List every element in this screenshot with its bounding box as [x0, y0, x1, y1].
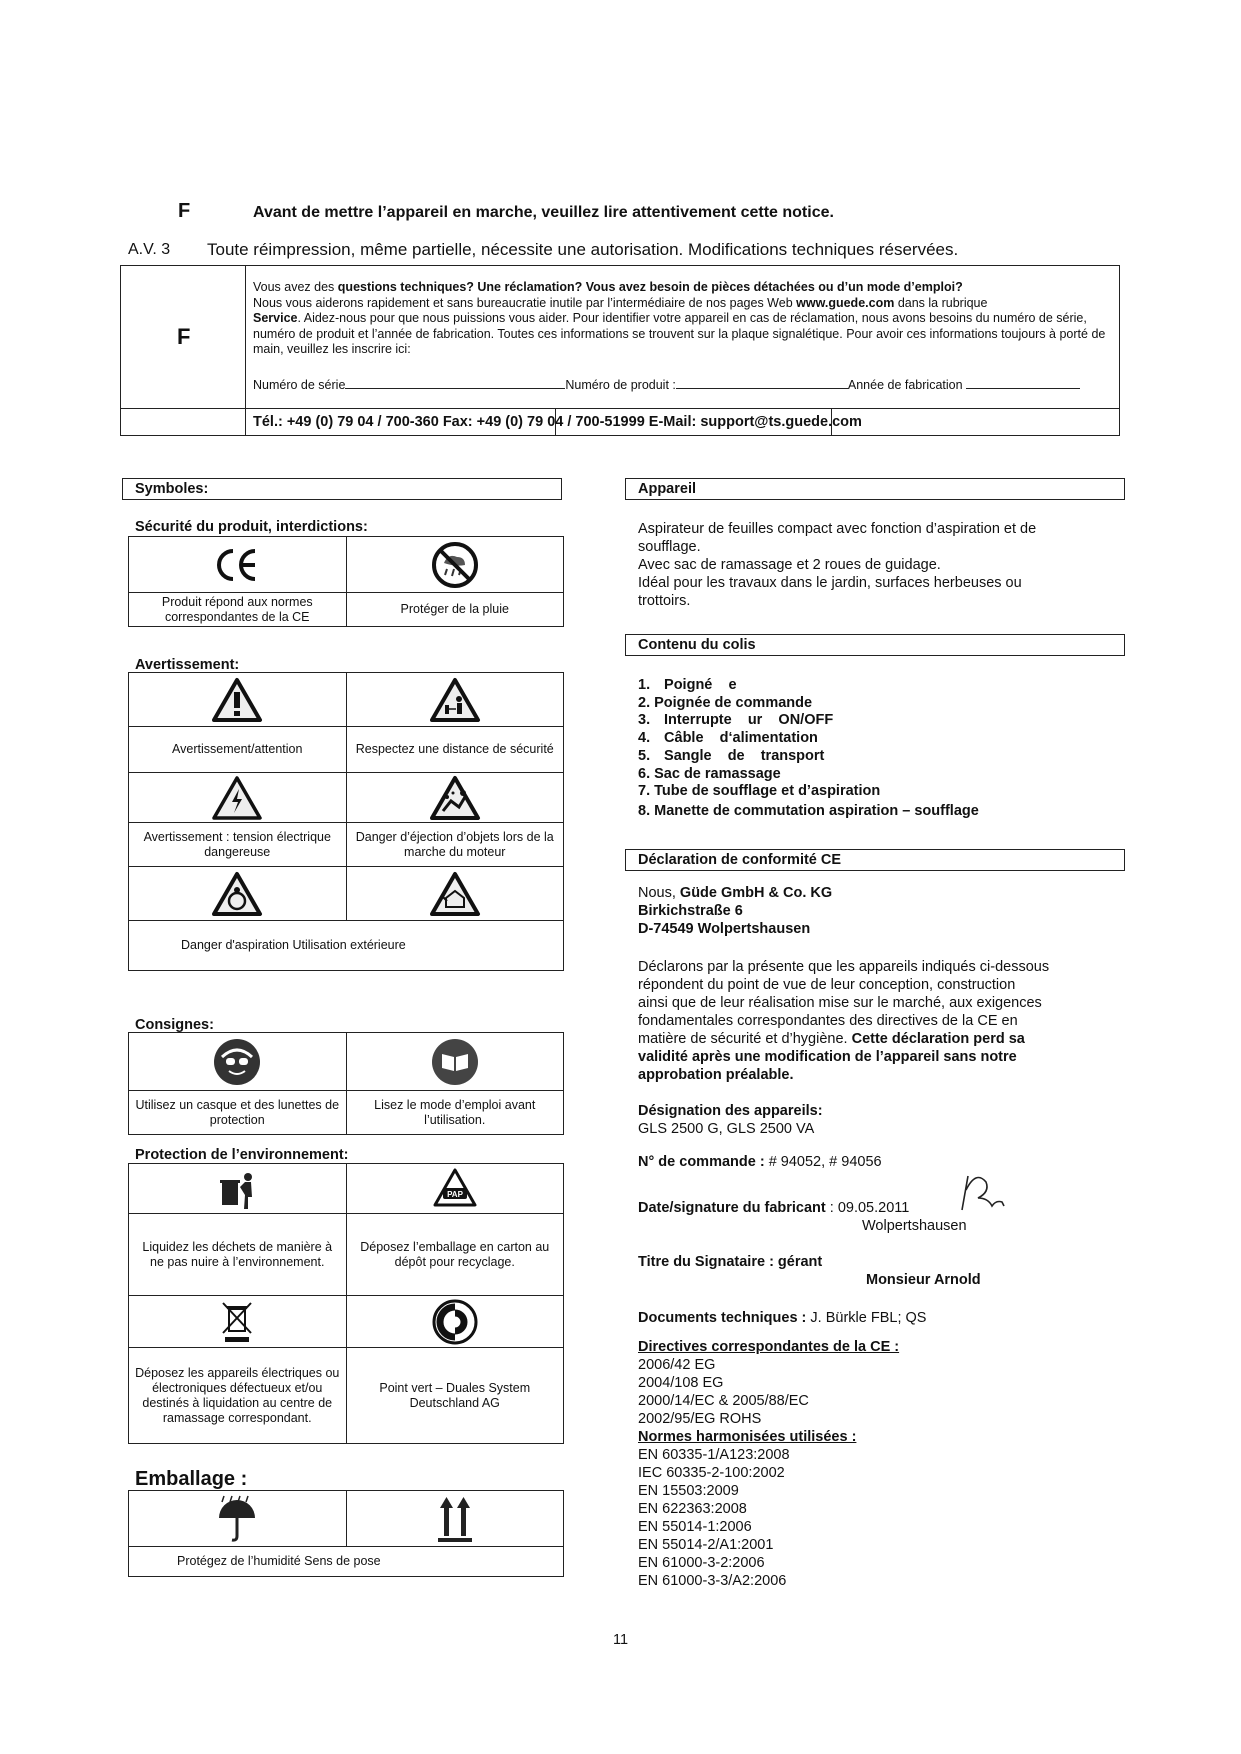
- cardboard-caption: Déposez l’emballage en carton au dépôt pour recyclage.: [346, 1214, 564, 1296]
- suction-outdoor-caption: Danger d'aspiration Utilisation extérieure: [129, 921, 564, 971]
- list-item: 6. Sac de ramassage: [638, 765, 781, 782]
- list-item: 2. Poignée de commande: [638, 694, 813, 711]
- list-item: 1. Poigné e: [638, 677, 737, 693]
- device-title: Appareil: [625, 478, 1125, 500]
- reprint-notice: Toute réimpression, même partielle, nécessite une autorisation. Modifications techniques réservées.: [207, 240, 959, 259]
- safety-distance-icon: [353, 677, 558, 723]
- trash-disposal-icon: [135, 1167, 340, 1211]
- list-item: 5. Sangle de transport: [638, 747, 825, 764]
- suction-hazard-icon: [135, 871, 340, 917]
- list-item: 4. Câble d‘alimentation: [638, 730, 818, 747]
- ce-caption: Produit répond aux normes correspondantes de la CE: [129, 593, 347, 627]
- list-item: 3. Interrupte ur ON/OFF: [638, 712, 834, 729]
- svg-text:PAP: PAP: [446, 1189, 463, 1199]
- packaging-table: [128, 1490, 564, 1577]
- safety-section-title: Sécurité du produit, interdictions:: [135, 519, 368, 535]
- electric-shock-icon: [135, 775, 340, 821]
- waste-caption: Liquidez les déchets de manière à ne pas nuire à l’environnement.: [129, 1214, 347, 1296]
- designation-block: Désignation des appareils: GLS 2500 G, GLS 2500 VA: [638, 1103, 823, 1137]
- distance-caption: Respectez une distance de sécurité: [346, 727, 564, 773]
- instructions-section-title: Consignes:: [135, 1017, 214, 1033]
- signatory-title: Titre du Signataire : gérant: [638, 1254, 823, 1270]
- order-number: N° de commande : # 94052, # 94056: [638, 1154, 882, 1170]
- list-item: 8. Manette de commutation aspiration – soufflage: [638, 802, 979, 819]
- manual-caption: Lisez le mode d’emploi avant l’utilisation.: [346, 1091, 564, 1135]
- declaration-text: Déclarons par la présente que les appareils indiqués ci-dessous répondent du point de vue de leur conception, construction ainsi que de leur réalisation mise sur le marché, aux exigences fondamentales correspondantes des directives de la CE en matière de sécurité et d’hygiène. Cette déclaration perd sa validité après une modification de l’appareil sans notre approbation préalable.: [638, 959, 1050, 1083]
- signature-place: Wolpertshausen: [862, 1218, 967, 1234]
- weee-bin-icon: [135, 1299, 340, 1345]
- directives-block: Directives correspondantes de la CE : 2006/42 EG 2004/108 EG 2000/14/EC & 2005/88/EC 2002/95/EG ROHS Normes harmonisées utilisées : EN 60335-1/A123:2008 IEC 60335-2-100:2002 EN 15503:2009 EN 622363:2008 EN 55014-1:2006 EN 55014-2/A1:2001 EN 61000-3-2:2006 EN 61000-3-3/A2:2006: [638, 1339, 900, 1589]
- service-text: Vous avez des questions techniques? Une réclamation? Vous avez besoin de pièces détachées ou d’un mode d’emploi? Nous vous aiderons rapidement et sans bureaucratie inutile par l’intermédiaire de nos pages Web www.guede.com dans la rubrique Service. Aidez-nous pour que nous puissions vous aider. Pour identifier votre appareil en cas de réclamation, nous avons besoins du numéro de série, numéro de produit et l’année de fabrication. Toutes ces informations se trouvent sur la plaque signalétique. Pour avoir ces informations toujours à porté de main, veuillez les inscrire ici:: [253, 280, 1106, 356]
- ejection-caption: Danger d’éjection d’objets lors de la marche du moteur: [346, 823, 564, 867]
- electric-caption: Avertissement : tension électrique dangereuse: [129, 823, 347, 867]
- warning-triangle-icon: [135, 677, 340, 723]
- version-label: A.V. 3: [128, 241, 171, 258]
- green-dot-icon: [353, 1299, 558, 1345]
- handwritten-signature: [950, 1168, 1010, 1223]
- rain-caption: Protéger de la pluie: [346, 593, 564, 627]
- warning-caption: Avertissement/attention: [129, 727, 347, 773]
- service-box: [120, 265, 1120, 436]
- safety-table: [128, 536, 564, 627]
- notice-heading: Avant de mettre l’appareil en marche, veuillez lire attentivement cette notice.: [253, 204, 834, 221]
- contents-title: Contenu du colis: [625, 634, 1125, 656]
- contents-list: [638, 677, 979, 821]
- environment-section-title: Protection de l’environnement:: [135, 1147, 349, 1163]
- symbols-title: Symboles:: [122, 478, 562, 500]
- pap-recycling-icon: [353, 1167, 558, 1211]
- this-way-up-icon: [353, 1494, 558, 1544]
- umbrella-icon: [135, 1494, 340, 1544]
- serial-number-field[interactable]: [345, 377, 565, 389]
- year-field[interactable]: [966, 377, 1080, 389]
- manufacturer-address: Nous, Güde GmbH & Co. KG Birkichstraße 6 D-74549 Wolpertshausen: [638, 885, 833, 937]
- page-number: 11: [613, 1632, 629, 1648]
- instructions-table: [128, 1032, 564, 1135]
- outdoor-use-icon: [353, 871, 558, 917]
- list-item: 7. Tube de soufflage et d’aspiration: [638, 783, 881, 800]
- warning-section-title: Avertissement:: [135, 657, 240, 673]
- technical-documents: Documents techniques : J. Bürkle FBL; QS: [638, 1310, 927, 1326]
- date-signature-line: Date/signature du fabricant : 09.05.2011: [638, 1200, 910, 1216]
- signatory-name: Monsieur Arnold: [866, 1272, 981, 1288]
- ce-mark-icon: [135, 545, 340, 585]
- registration-fields: Numéro de série Numéro de produit : Année de fabrication: [253, 377, 1080, 392]
- environment-table: [128, 1163, 564, 1444]
- contact-line: Tél.: +49 (0) 79 04 / 700-360 Fax: +49 (0) 79 04 / 700-51999 E-Mail: support@ts.guede.com: [253, 414, 862, 430]
- warning-table: [128, 672, 564, 971]
- service-language-code: F: [177, 324, 191, 349]
- website-link[interactable]: www.guede.com: [796, 295, 895, 310]
- ejection-hazard-icon: [353, 775, 558, 821]
- green-dot-caption: Point vert – Duales System Deutschland AG: [346, 1348, 564, 1444]
- helmet-caption: Utilisez un casque et des lunettes de protection: [129, 1091, 347, 1135]
- packaging-caption: Protégez de l’humidité Sens de pose: [129, 1547, 564, 1577]
- product-number-field[interactable]: [676, 377, 848, 389]
- language-code: F: [178, 200, 191, 222]
- helmet-goggles-icon: [135, 1037, 340, 1087]
- packaging-title: Emballage :: [135, 1468, 248, 1490]
- ce-declaration-title: Déclaration de conformité CE: [625, 849, 1125, 871]
- weee-caption: Déposez les appareils électriques ou électroniques défectueux et/ou destinés à liquidation au centre de ramassage correspondant.: [129, 1348, 347, 1444]
- device-description: Aspirateur de feuilles compact avec fonction d’aspiration et de soufflage. Avec sac de ramassage et 2 roues de guidage. Idéal pour les travaux dans le jardin, surfaces herbeuses ou trottoirs.: [638, 521, 1037, 609]
- no-rain-icon: [353, 541, 558, 589]
- read-manual-icon: [353, 1037, 558, 1087]
